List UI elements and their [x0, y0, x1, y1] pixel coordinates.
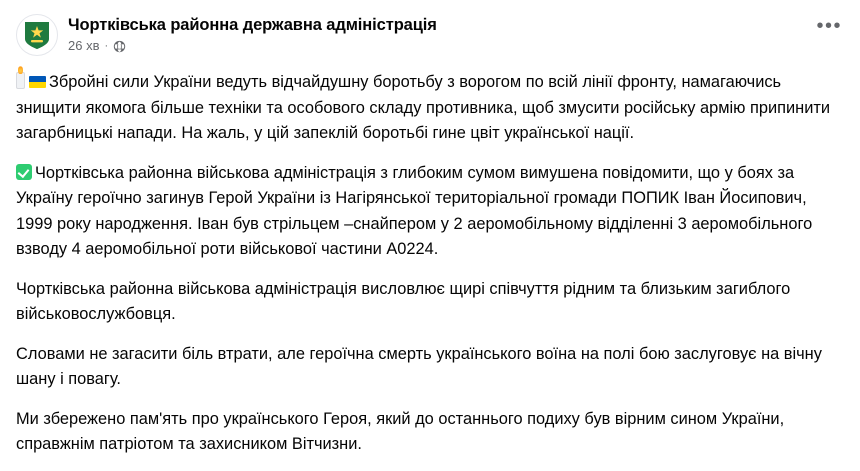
post-paragraph: Словами не загасити біль втрати, але героїчна смерть українського воїна на полі бою заслуговує на вічну шану і повагу. — [16, 344, 822, 388]
avatar[interactable] — [16, 14, 58, 56]
timestamp[interactable]: 26 хв — [68, 38, 100, 53]
more-options-icon[interactable]: ••• — [816, 15, 842, 37]
post-header-text — [68, 14, 798, 54]
ukraine-flag-icon — [29, 76, 46, 88]
meta-separator: · — [104, 40, 109, 52]
post-paragraph — [16, 70, 844, 147]
post-paragraph: Ми збережено пам'ять про українського Героя, який до останнього подиху був вірним сином України, справжнім патріотом та захисником Вітчизни. — [16, 409, 785, 453]
post-meta — [68, 38, 798, 54]
paragraph-text: Чортківська районна військова адміністрація з глибоким сумом вимушена повідомити, що у боях за Україну героїчно загинув Герой України із Нагірянської територіальної громади ПОПИК Іван Йосипович, 1999 року народження. Іван був стрільцем –снайпером у 2 аеромобільному відділенні 3 аеромобільного взводу 4 аеромобільної роти військової частини А0224. — [16, 163, 813, 258]
post-body — [16, 70, 844, 458]
post-paragraph — [16, 161, 844, 263]
globe-icon[interactable] — [113, 40, 126, 53]
post-paragraph: Чортківська районна військова адміністрація висловлює щирі співчуття рідним та близьким загиблого військовослужбовця. — [16, 279, 791, 323]
post-header — [16, 14, 844, 56]
page-name[interactable]: Чортківська районна державна адміністрація — [68, 16, 437, 34]
white-check-mark-icon — [16, 164, 32, 180]
paragraph-text: Збройні сили України ведуть відчайдушну боротьбу з ворогом по всій лінії фронту, намагаючись знищити якомога більше техніки та особового складу противника, щоб змусити російську армію припинити загарбницькі напади. На жаль, у цій запеклій боротьбі гине цвіт української нації. — [16, 73, 831, 142]
coat-of-arms-emblem-icon — [18, 16, 56, 54]
candle-icon — [16, 72, 25, 89]
